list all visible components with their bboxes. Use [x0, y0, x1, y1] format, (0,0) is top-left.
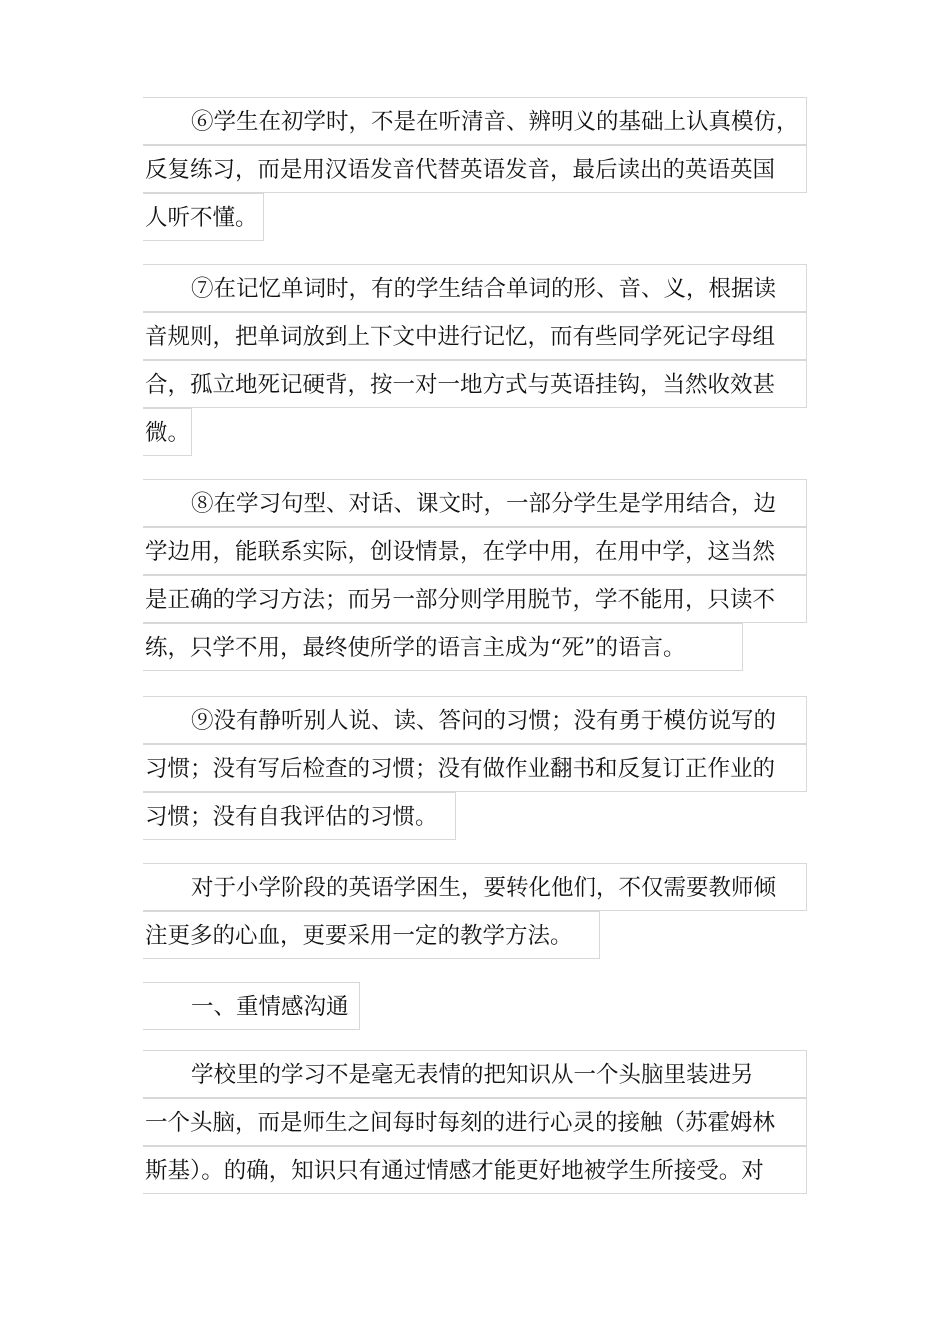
paragraph-8-line-1: ⑧在学习句型、对话、课文时，一部分学生是学用结合，边: [143, 479, 807, 527]
paragraph-11-line-1: 学校里的学习不是毫无表情的把知识从一个头脑里装进另: [143, 1050, 807, 1098]
paragraph-9-line-3: 习惯；没有自我评估的习惯。: [143, 792, 456, 840]
paragraph-10-line-2: 注更多的心血，更要采用一定的教学方法。: [143, 911, 600, 959]
paragraph-6-line-2: 反复练习，而是用汉语发音代替英语发音，最后读出的英语英国: [143, 145, 807, 193]
paragraph-8-line-3: 是正确的学习方法；而另一部分则学用脱节，学不能用，只读不: [143, 575, 807, 623]
paragraph-7-line-1: ⑦在记忆单词时，有的学生结合单词的形、音、义，根据读: [143, 264, 807, 312]
paragraph-9-line-1: ⑨没有静听别人说、读、答问的习惯；没有勇于模仿说写的: [143, 696, 807, 744]
paragraph-6-line-3: 人听不懂。: [143, 193, 264, 241]
paragraph-6-line-1: ⑥学生在初学时，不是在听清音、辨明义的基础上认真模仿，: [143, 97, 807, 145]
paragraph-9-line-2: 习惯；没有写后检查的习惯；没有做作业翻书和反复订正作业的: [143, 744, 807, 792]
section-heading: 一、重情感沟通: [143, 982, 360, 1030]
paragraph-7-line-2: 音规则，把单词放到上下文中进行记忆，而有些同学死记字母组: [143, 312, 807, 360]
paragraph-7-line-4: 微。: [143, 408, 192, 456]
paragraph-11-line-2: 一个头脑，而是师生之间每时每刻的进行心灵的接触（苏霍姆林: [143, 1098, 807, 1146]
paragraph-11-line-3: 斯基）。的确，知识只有通过情感才能更好地被学生所接受。对: [143, 1146, 807, 1194]
paragraph-10-line-1: 对于小学阶段的英语学困生，要转化他们，不仅需要教师倾: [143, 863, 807, 911]
paragraph-7-line-3: 合，孤立地死记硬背，按一对一地方式与英语挂钩，当然收效甚: [143, 360, 807, 408]
paragraph-8-line-2: 学边用，能联系实际，创设情景，在学中用，在用中学，这当然: [143, 527, 807, 575]
paragraph-8-line-4: 练，只学不用，最终使所学的语言主成为“死”的语言。: [143, 623, 743, 671]
